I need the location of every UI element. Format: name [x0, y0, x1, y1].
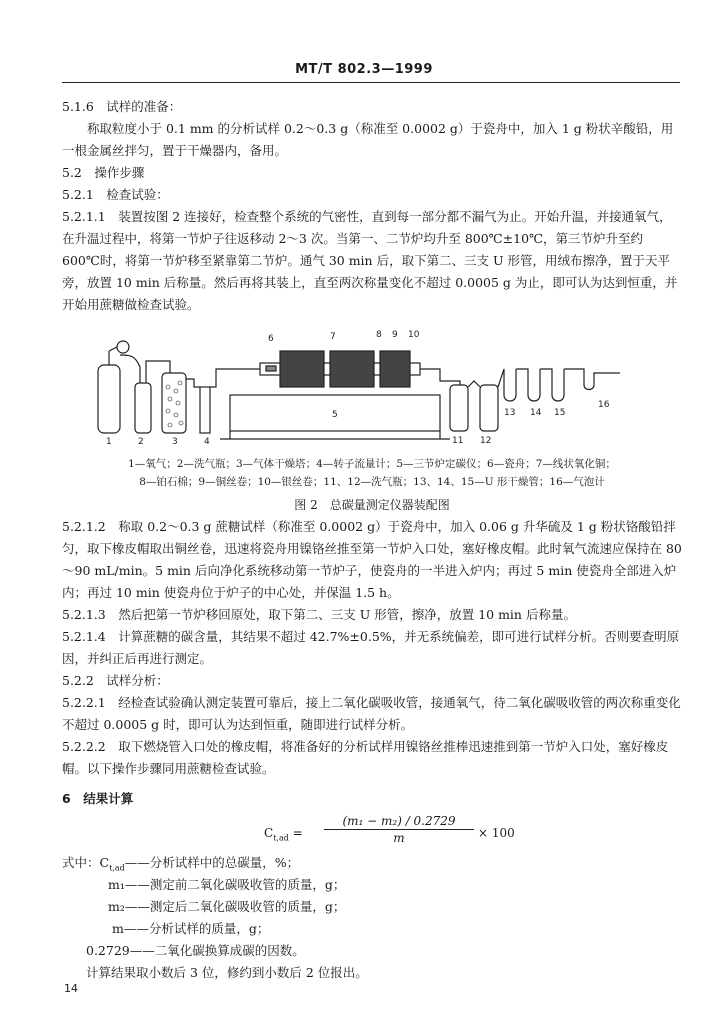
fig-label: 2	[138, 437, 144, 445]
fig-label: 5	[332, 410, 338, 420]
pressure-gauge	[117, 341, 129, 353]
section-5-2-1-1: 5.2.1.1 装置按图 2 连接好，检查整个系统的气密性，直到每一部分都不漏气为止。开始升温，并接通氧气，在升温过程中，将第一节炉子往返移动 2～3 次。当第一、二节炉均升至 800℃±10℃，第三节炉升至约 600℃时，将第一节炉移至紧靠第二节炉。通气 30 min 后，取下第二、三支 U 形管，用绒布擦净，置于天平旁，放置 10 min 后称量。然后再将其装上，直至两次称量变化不超过 0.0005 g 为止，即可认为达到恒重，并开始用蔗糖做检查试验。	[62, 209, 678, 312]
section-5-2-1-2: 5.2.1.2 称取 0.2～0.3 g 蔗糖试样（称准至 0.0002 g）于瓷舟中，加入 0.06 g 升华硫及 1 g 粉状铬酸铅拌匀，取下橡皮帽取出铜丝卷，迅速将瓷舟用镍铬丝推至第一节炉入口处，塞好橡皮帽。此时氧气流速应保持在 80～90 mL/min。5 min 后向净化系统移动第一节炉子，使瓷舟的一半进入炉内；再过 5 min 使瓷舟全部进入炉内；再过 10 min 使瓷舟位于炉子的中心处，并保温 1.5 h。	[62, 519, 682, 600]
result-formula	[264, 814, 564, 854]
standard-header: MT/T 802.3—1999	[295, 62, 433, 77]
formula-lhs: $C_{t,ad}$ =	[264, 826, 303, 843]
fig-label: 12	[480, 436, 492, 445]
formula-rhs: × 100	[478, 826, 515, 840]
fig-label: 10	[408, 330, 420, 340]
fig-label: 6	[268, 334, 274, 344]
formula-fraction	[324, 814, 474, 845]
formula-denominator: m	[393, 831, 405, 845]
fig-label: 13	[504, 408, 516, 418]
fig-label: 3	[172, 437, 178, 445]
wash-bottle-11	[450, 385, 468, 431]
rotameter	[200, 387, 210, 433]
section-5-2-title: 5.2 操作步骤	[62, 165, 145, 180]
figure-caption-line-1: 1—氧气；2—洗气瓶；3—气体干燥塔；4—转子流量计；5—三节炉定碳仪；6—瓷舟；7—线状氧化铜；	[128, 458, 616, 470]
header-rule	[62, 82, 680, 83]
figure-caption-line-2: 8—铂石棉；9—铜丝卷；10—银丝卷；11、12—洗气瓶；13、14、15—U 形干燥管；16—气泡计	[139, 476, 605, 488]
furnace-section-2	[330, 351, 374, 387]
fig-label: 4	[204, 437, 210, 445]
section-5-2-1-4: 5.2.1.4 计算蔗糖的碳含量，其结果不超过 42.7%±0.5%，并无系统偏差，即可进行试样分析。否则要查明原因，并纠正后再进行测定。	[62, 629, 680, 666]
section-6-title: 6 结果计算	[62, 791, 134, 806]
apparatus-diagram	[80, 325, 660, 445]
u-tube-14	[516, 369, 540, 401]
fig-label: 16	[598, 400, 610, 410]
fig-label: 11	[452, 436, 464, 445]
fig-label: 1	[106, 437, 112, 445]
formula-numerator: (m₁ − m₂) / 0.2729	[324, 814, 474, 830]
def-factor: 0.2729——二氧化碳换算成碳的因数。	[86, 943, 305, 958]
def-m1: m₁——测定前二氧化碳吸收管的质量，g；	[108, 877, 346, 892]
fig-label: 8	[376, 330, 382, 340]
bubbler	[564, 369, 620, 390]
def-intro: 式中：$C_{t,ad}——$分析试样中的总碳量，%；	[62, 855, 300, 873]
wash-bottle-12	[480, 385, 498, 431]
section-5-2-2-1: 5.2.2.1 经检查试验确认测定装置可靠后，接上二氧化碳吸收管，接通氧气，待二氧化碳吸收管的两次称重变化不超过 0.0005 g 时，即可认为达到恒重，随即进行试样分析。	[62, 695, 681, 732]
u-tube-13	[498, 369, 516, 401]
porcelain-boat	[266, 366, 276, 371]
figure-title: 图 2 总碳量测定仪器装配图	[294, 498, 450, 512]
oxygen-cylinder	[98, 365, 120, 433]
furnace-section-3	[380, 351, 410, 387]
wash-bottle-2	[135, 383, 151, 433]
section-5-1-6-title: 5.1.6 试样的准备：	[62, 99, 182, 114]
fig-label: 14	[530, 408, 542, 418]
furnace-section-1	[280, 351, 324, 387]
section-5-2-2-title: 5.2.2 试样分析：	[62, 673, 169, 688]
page-number: 14	[64, 982, 78, 995]
section-5-2-1-title: 5.2.1 检查试验：	[62, 187, 169, 202]
def-m2: m₂——测定后二氧化碳吸收管的质量，g；	[108, 899, 346, 914]
section-5-2-1-3: 5.2.1.3 然后把第一节炉移回原处，取下第二、三支 U 形管，擦净，放置 10 min 后称量。	[62, 607, 576, 622]
u-tube-15	[540, 369, 564, 401]
fig-label: 15	[554, 408, 566, 418]
section-5-2-2-2: 5.2.2.2 取下燃烧管入口处的橡皮帽，将准备好的分析试样用镍铬丝推棒迅速推到第一节炉入口处，塞好橡皮帽。以下操作步骤同用蔗糖检查试验。	[62, 739, 669, 776]
result-note: 计算结果取小数后 3 位，修约到小数后 2 位报出。	[86, 965, 368, 980]
fig-label: 9	[392, 330, 398, 340]
section-5-1-6-body: 称取粒度小于 0.1 mm 的分析试样 0.2～0.3 g（称准至 0.0002 g）于瓷舟中，加入 1 g 粉状辛酸铅，用一根金属丝拌匀，置于干燥器内，备用。	[62, 121, 674, 158]
def-m: m——分析试样的质量，g；	[112, 921, 270, 936]
fig-label: 7	[330, 332, 336, 342]
